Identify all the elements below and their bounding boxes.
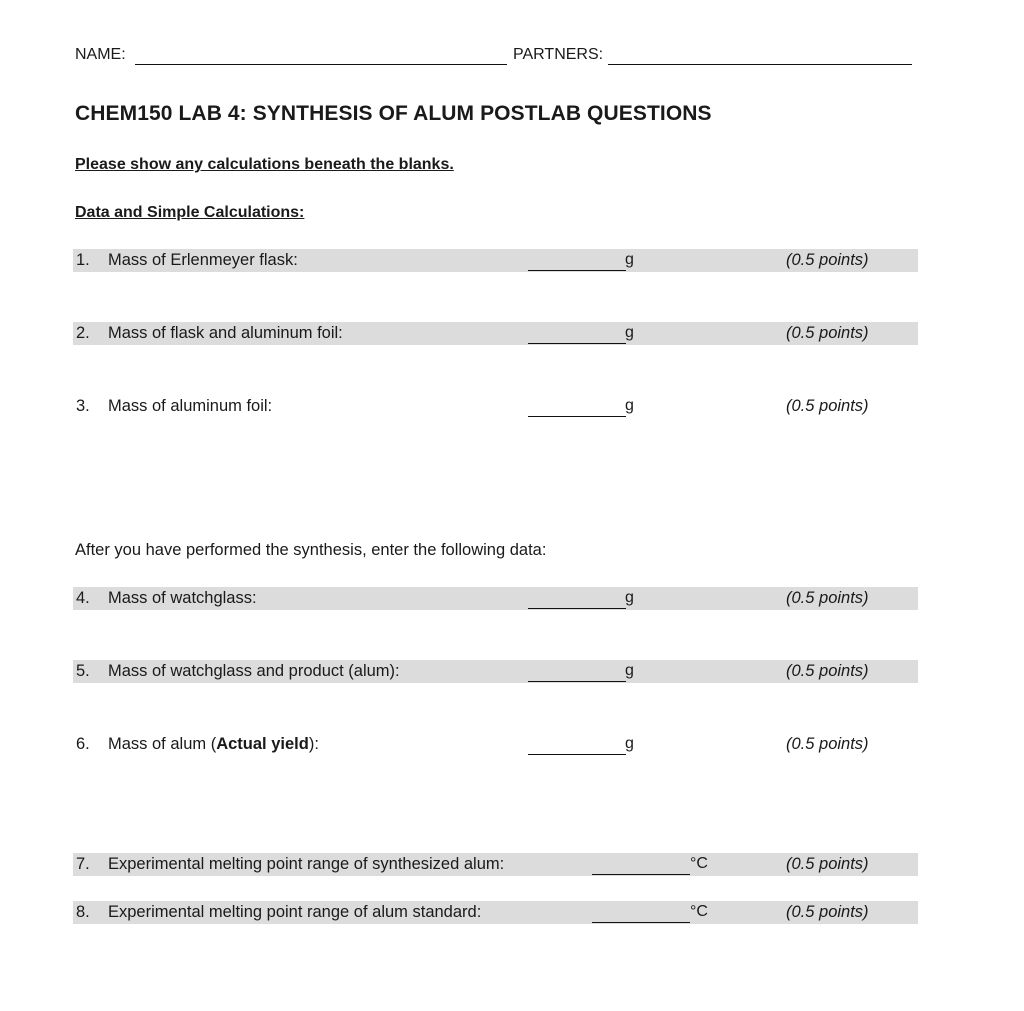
question-text: Mass of watchglass: (108, 589, 257, 607)
answer-blank[interactable] (528, 662, 626, 682)
unit-label: g (625, 735, 634, 752)
question-text: Mass of watchglass and product (alum): (108, 662, 400, 680)
calculation-instruction: Please show any calculations beneath the blanks. (75, 156, 454, 173)
question-text-end: ): (308, 735, 319, 753)
points-label: (0.5 points) (786, 397, 869, 415)
question-text: Experimental melting point range of synthesized alum: (108, 855, 505, 873)
question-row-3 (73, 395, 918, 418)
question-number: 7. (76, 855, 90, 873)
question-text: Mass of flask and aluminum foil: (108, 324, 343, 342)
question-number: 3. (76, 397, 90, 415)
question-row-1 (73, 249, 918, 272)
section-heading: Data and Simple Calculations: (75, 204, 305, 221)
name-label: NAME: (75, 46, 126, 63)
points-label: (0.5 points) (786, 735, 869, 753)
answer-blank[interactable] (528, 589, 626, 609)
question-number: 6. (76, 735, 90, 753)
question-number: 8. (76, 903, 90, 921)
unit-label: g (625, 662, 634, 679)
unit-label: °C (690, 903, 708, 920)
points-label: (0.5 points) (786, 324, 869, 342)
answer-blank[interactable] (528, 251, 626, 271)
answer-blank[interactable] (528, 735, 626, 755)
question-row-5 (73, 660, 918, 683)
points-label: (0.5 points) (786, 589, 869, 607)
name-blank[interactable] (135, 64, 507, 65)
points-label: (0.5 points) (786, 662, 869, 680)
unit-label: °C (690, 855, 708, 872)
answer-blank[interactable] (528, 397, 626, 417)
points-label: (0.5 points) (786, 903, 869, 921)
page-title: CHEM150 LAB 4: SYNTHESIS OF ALUM POSTLAB QUESTIONS (75, 102, 712, 125)
answer-blank[interactable] (592, 855, 690, 875)
unit-label: g (625, 589, 634, 606)
question-row-7 (73, 853, 918, 876)
question-text-start: Mass of alum ( (108, 735, 217, 753)
question-text: Experimental melting point range of alum standard: (108, 903, 482, 921)
actual-yield-emphasis: Actual yield (216, 735, 309, 753)
question-number: 2. (76, 324, 90, 342)
question-text (108, 735, 319, 754)
question-text: Mass of aluminum foil: (108, 397, 273, 415)
question-row-8 (73, 901, 918, 924)
partners-label: PARTNERS: (513, 46, 604, 63)
unit-label: g (625, 397, 634, 414)
question-row-6 (73, 733, 918, 756)
question-number: 4. (76, 589, 90, 607)
question-row-4 (73, 587, 918, 610)
points-label: (0.5 points) (786, 855, 869, 873)
points-label: (0.5 points) (786, 251, 869, 269)
question-text: Mass of Erlenmeyer flask: (108, 251, 298, 269)
question-number: 5. (76, 662, 90, 680)
answer-blank[interactable] (592, 903, 690, 923)
answer-blank[interactable] (528, 324, 626, 344)
partners-blank[interactable] (608, 64, 912, 65)
unit-label: g (625, 251, 634, 268)
after-synthesis-instruction: After you have performed the synthesis, enter the following data: (75, 541, 547, 559)
question-number: 1. (76, 251, 90, 269)
unit-label: g (625, 324, 634, 341)
question-row-2 (73, 322, 918, 345)
